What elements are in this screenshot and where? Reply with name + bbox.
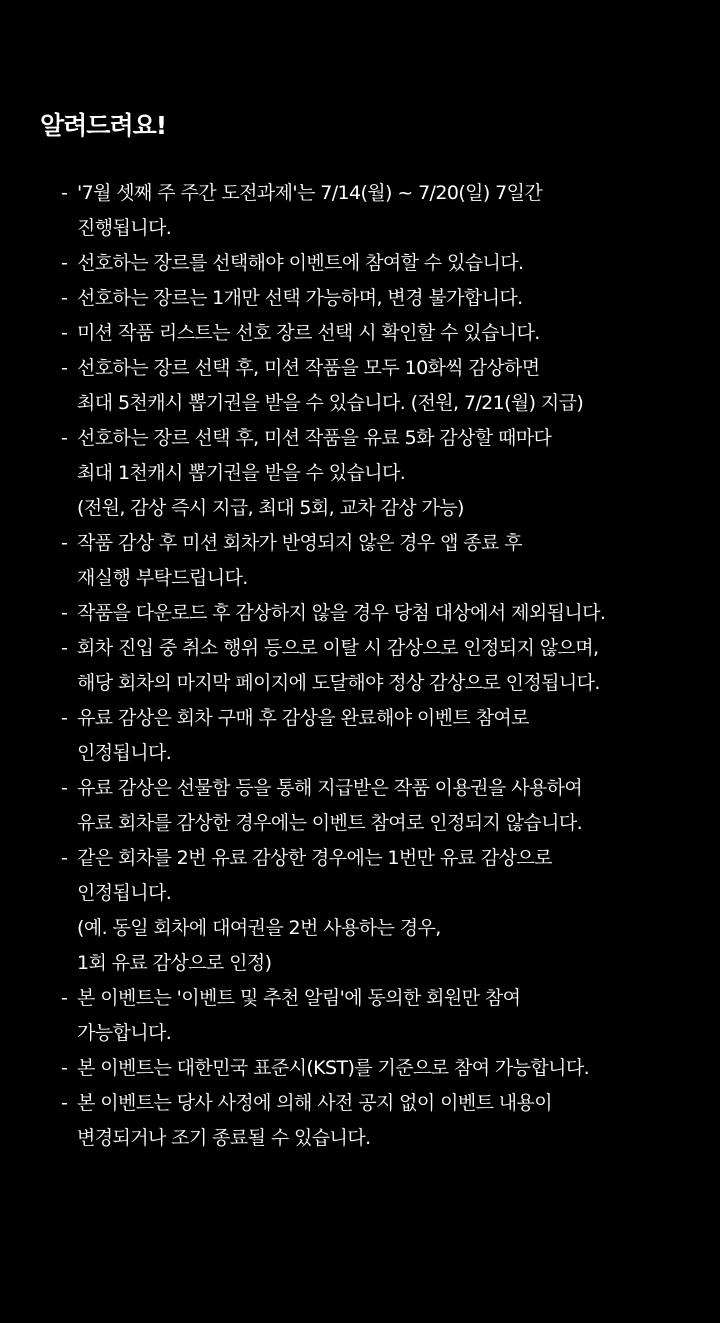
bullet-dash: -	[61, 602, 68, 624]
notice-item-text: 인정됩니다.	[77, 882, 172, 904]
notice-item	[0, 176, 720, 246]
notice-item-text: 유료 감상은 회차 구매 후 감상을 완료해야 이벤트 참여로	[77, 707, 529, 729]
bullet-dash: -	[61, 532, 68, 554]
notice-item-text: 최대 1천캐시 뽑기권을 받을 수 있습니다.	[77, 462, 406, 484]
notice-item-text: 1회 유료 감상으로 인정)	[77, 952, 272, 974]
notice-item-text: 같은 회차를 2번 유료 감상한 경우에는 1번만 유료 감상으로	[77, 847, 552, 869]
notice-item-text: 유료 감상은 선물함 등을 통해 지급받은 작품 이용권을 사용하여	[77, 777, 583, 799]
bullet-dash: -	[61, 777, 68, 799]
bullet-dash: -	[61, 427, 68, 449]
notice-item-text: 본 이벤트는 당사 사정에 의해 사전 공지 없이 이벤트 내용이	[77, 1092, 553, 1114]
notice-item-text: 재실행 부탁드립니다.	[77, 567, 248, 589]
notice-title: 알려드려요!	[40, 111, 167, 140]
notice-item-text: '7월 셋째 주 주간 도전과제'는 7/14(월) ~ 7/20(일) 7일간	[77, 182, 543, 204]
notice-list	[0, 176, 720, 1156]
notice-item-text: 인정됩니다.	[77, 742, 172, 764]
notice-item-text: 해당 회차의 마지막 페이지에 도달해야 정상 감상으로 인정됩니다.	[77, 672, 600, 694]
notice-item-text: 변경되거나 조기 종료될 수 있습니다.	[77, 1127, 371, 1149]
notice-item	[0, 421, 720, 526]
notice-item	[0, 596, 720, 631]
notice-item	[0, 981, 720, 1051]
notice-item-text: 선호하는 장르 선택 후, 미션 작품을 모두 10화씩 감상하면	[77, 357, 540, 379]
notice-item-text: 진행됩니다.	[77, 217, 172, 239]
notice-item-text: 유료 회차를 감상한 경우에는 이벤트 참여로 인정되지 않습니다.	[77, 812, 583, 834]
notice-item	[0, 281, 720, 316]
bullet-dash: -	[61, 847, 68, 869]
notice-item-text: 본 이벤트는 '이벤트 및 추천 알림'에 동의한 회원만 참여	[77, 987, 521, 1009]
notice-item-text: (전원, 감상 즉시 지급, 최대 5회, 교차 감상 가능)	[77, 497, 464, 519]
bullet-dash: -	[61, 357, 68, 379]
notice-item	[0, 841, 720, 981]
bullet-dash: -	[61, 637, 68, 659]
notice-item-text: 최대 5천캐시 뽑기권을 받을 수 있습니다. (전원, 7/21(월) 지급)	[77, 392, 584, 414]
notice-item-text: 선호하는 장르를 선택해야 이벤트에 참여할 수 있습니다.	[77, 252, 524, 274]
notice-item-text: 작품 감상 후 미션 회차가 반영되지 않은 경우 앱 종료 후	[77, 532, 522, 554]
notice-item-text: 미션 작품 리스트는 선호 장르 선택 시 확인할 수 있습니다.	[77, 322, 540, 344]
bullet-dash: -	[61, 707, 68, 729]
notice-item	[0, 1086, 720, 1156]
notice-item	[0, 631, 720, 701]
bullet-dash: -	[61, 287, 68, 309]
notice-item	[0, 351, 720, 421]
notice-item	[0, 316, 720, 351]
bullet-dash: -	[61, 1057, 68, 1079]
notice-item-text: (예. 동일 회차에 대여권을 2번 사용하는 경우,	[77, 917, 441, 939]
notice-item	[0, 1051, 720, 1086]
bullet-dash: -	[61, 182, 68, 204]
bullet-dash: -	[61, 1092, 68, 1114]
bullet-dash: -	[61, 252, 68, 274]
notice-item	[0, 701, 720, 771]
bullet-dash: -	[61, 987, 68, 1009]
notice-item	[0, 526, 720, 596]
notice-item	[0, 246, 720, 281]
notice-item-text: 선호하는 장르는 1개만 선택 가능하며, 변경 불가합니다.	[77, 287, 523, 309]
notice-item-text: 선호하는 장르 선택 후, 미션 작품을 유료 5화 감상할 때마다	[77, 427, 552, 449]
notice-item-text: 회차 진입 중 취소 행위 등으로 이탈 시 감상으로 인정되지 않으며,	[77, 637, 599, 659]
notice-item-text: 본 이벤트는 대한민국 표준시(KST)를 기준으로 참여 가능합니다.	[77, 1057, 590, 1079]
bullet-dash: -	[61, 322, 68, 344]
notice-item-text: 작품을 다운로드 후 감상하지 않을 경우 당첨 대상에서 제외됩니다.	[77, 602, 606, 624]
notice-item-text: 가능합니다.	[77, 1022, 172, 1044]
notice-item	[0, 771, 720, 841]
